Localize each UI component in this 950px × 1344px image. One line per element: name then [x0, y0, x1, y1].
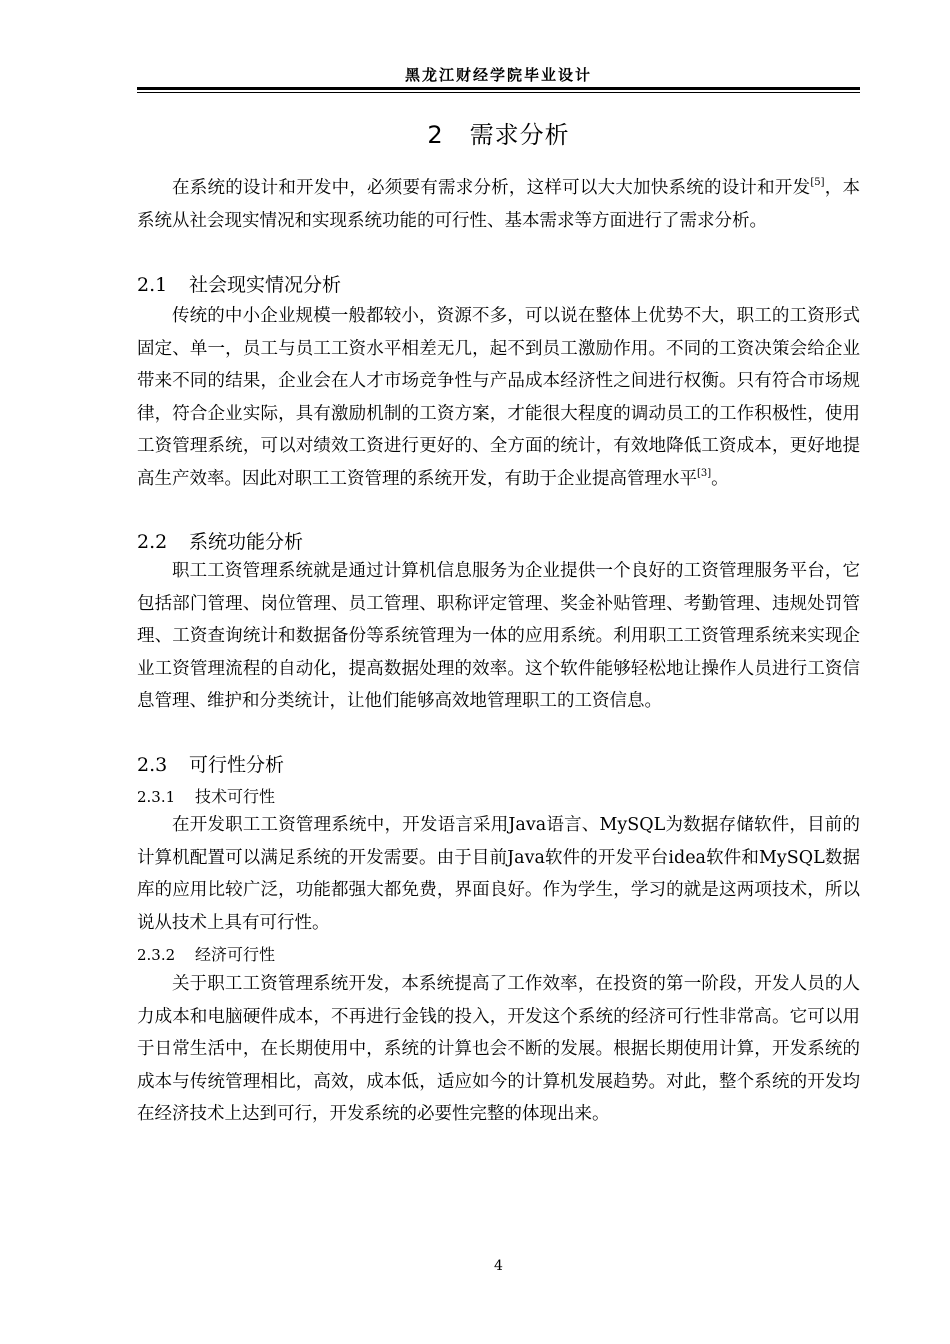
- subsection-heading-2-3-2: [137, 942, 860, 965]
- subsection-title: 技术可行性: [195, 787, 276, 806]
- section-title: 系统功能分析: [189, 531, 304, 553]
- intro-paragraph: 在系统的设计和开发中，必须要有需求分析，这样可以大大加快系统的设计和开发[5]，本系统从社会现实情况和实现系统功能的可行性、基本需求等方面进行了需求分析。: [137, 177, 861, 231]
- section-number: 2.3: [137, 754, 168, 776]
- citation-ref: [3]: [697, 467, 712, 479]
- section-heading-2-1: [137, 270, 860, 297]
- running-header: 黑龙江财经学院毕业设计: [404, 66, 592, 84]
- section-title: 可行性分析: [189, 754, 285, 776]
- chapter-title-text: 需求分析: [469, 121, 570, 149]
- section-2-3-1-paragraph: 在开发职工工资管理系统中，开发语言采用Java语言、MySQL为数据存储软件，目前的计算机配置可以满足系统的开发需要。由于目前Java软件的开发平台idea软件和MySQL数据库的应用比较广泛，功能都强大都免费，界面良好。作为学生，学习的就是这两项技术，所以说从技术上具有可行性。: [137, 815, 860, 933]
- section-title: 社会现实情况分析: [189, 274, 342, 296]
- section-number: 2.2: [137, 531, 168, 553]
- subsection-heading-2-3-1: [137, 784, 860, 807]
- chapter-title: [137, 115, 860, 150]
- subsection-number: 2.3.2: [137, 946, 176, 964]
- section-2-2-paragraph: 职工工资管理系统就是通过计算机信息服务为企业提供一个良好的工资管理服务平台，它包括部门管理、岗位管理、员工管理、职称评定管理、奖金补贴管理、考勤管理、违规处罚管理、工资查询统计和数据备份等系统管理为一体的应用系统。利用职工工资管理系统来实现企业工资管理流程的自动化，提高数据处理的效率。这个软件能够轻松地让操作人员进行工资信息管理、维护和分类统计，让他们能够高效地管理职工的工资信息。: [137, 561, 860, 711]
- section-heading-2-2: [137, 527, 860, 554]
- subsection-number: 2.3.1: [137, 788, 176, 806]
- citation-ref: [5]: [810, 177, 825, 188]
- section-number: 2.1: [137, 274, 168, 296]
- section-2-3-2-paragraph: 关于职工工资管理系统开发，本系统提高了工作效率，在投资的第一阶段，开发人员的人力成本和电脑硬件成本，不再进行金钱的投入，开发这个系统的经济可行性非常高。它可以用于日常生活中，在长期使用中，系统的计算也会不断的发展。根据长期使用计算，开发系统的成本与传统管理相比，高效，成本低，适应如今的计算机发展趋势。对此，整个系统的开发均在经济技术上达到可行，开发系统的必要性完整的体现出来。: [137, 974, 860, 1124]
- header-rule-thick: [137, 87, 860, 90]
- page-number: 4: [494, 1258, 503, 1274]
- header-rule-thin: [137, 92, 860, 93]
- chapter-number: 2: [427, 121, 444, 149]
- section-2-1-paragraph: 传统的中小企业规模一般都较小，资源不多，可以说在整体上优势不大，职工的工资形式固定、单一，员工与员工工资水平相差无几，起不到员工激励作用。不同的工资决策会给企业带来不同的结果，企业会在人才市场竞争性与产品成本经济性之间进行权衡。只有符合市场规律，符合企业实际，具有激励机制的工资方案，才能很大程度的调动员工的工作积极性，使用工资管理系统，可以对绩效工资进行更好的、全方面的统计，有效地降低工资成本，更好地提高生产效率。因此对职工工资管理的系统开发，有助于企业提高管理水平[3]。: [137, 306, 860, 489]
- subsection-title: 经济可行性: [195, 945, 276, 964]
- section-heading-2-3: [137, 750, 860, 777]
